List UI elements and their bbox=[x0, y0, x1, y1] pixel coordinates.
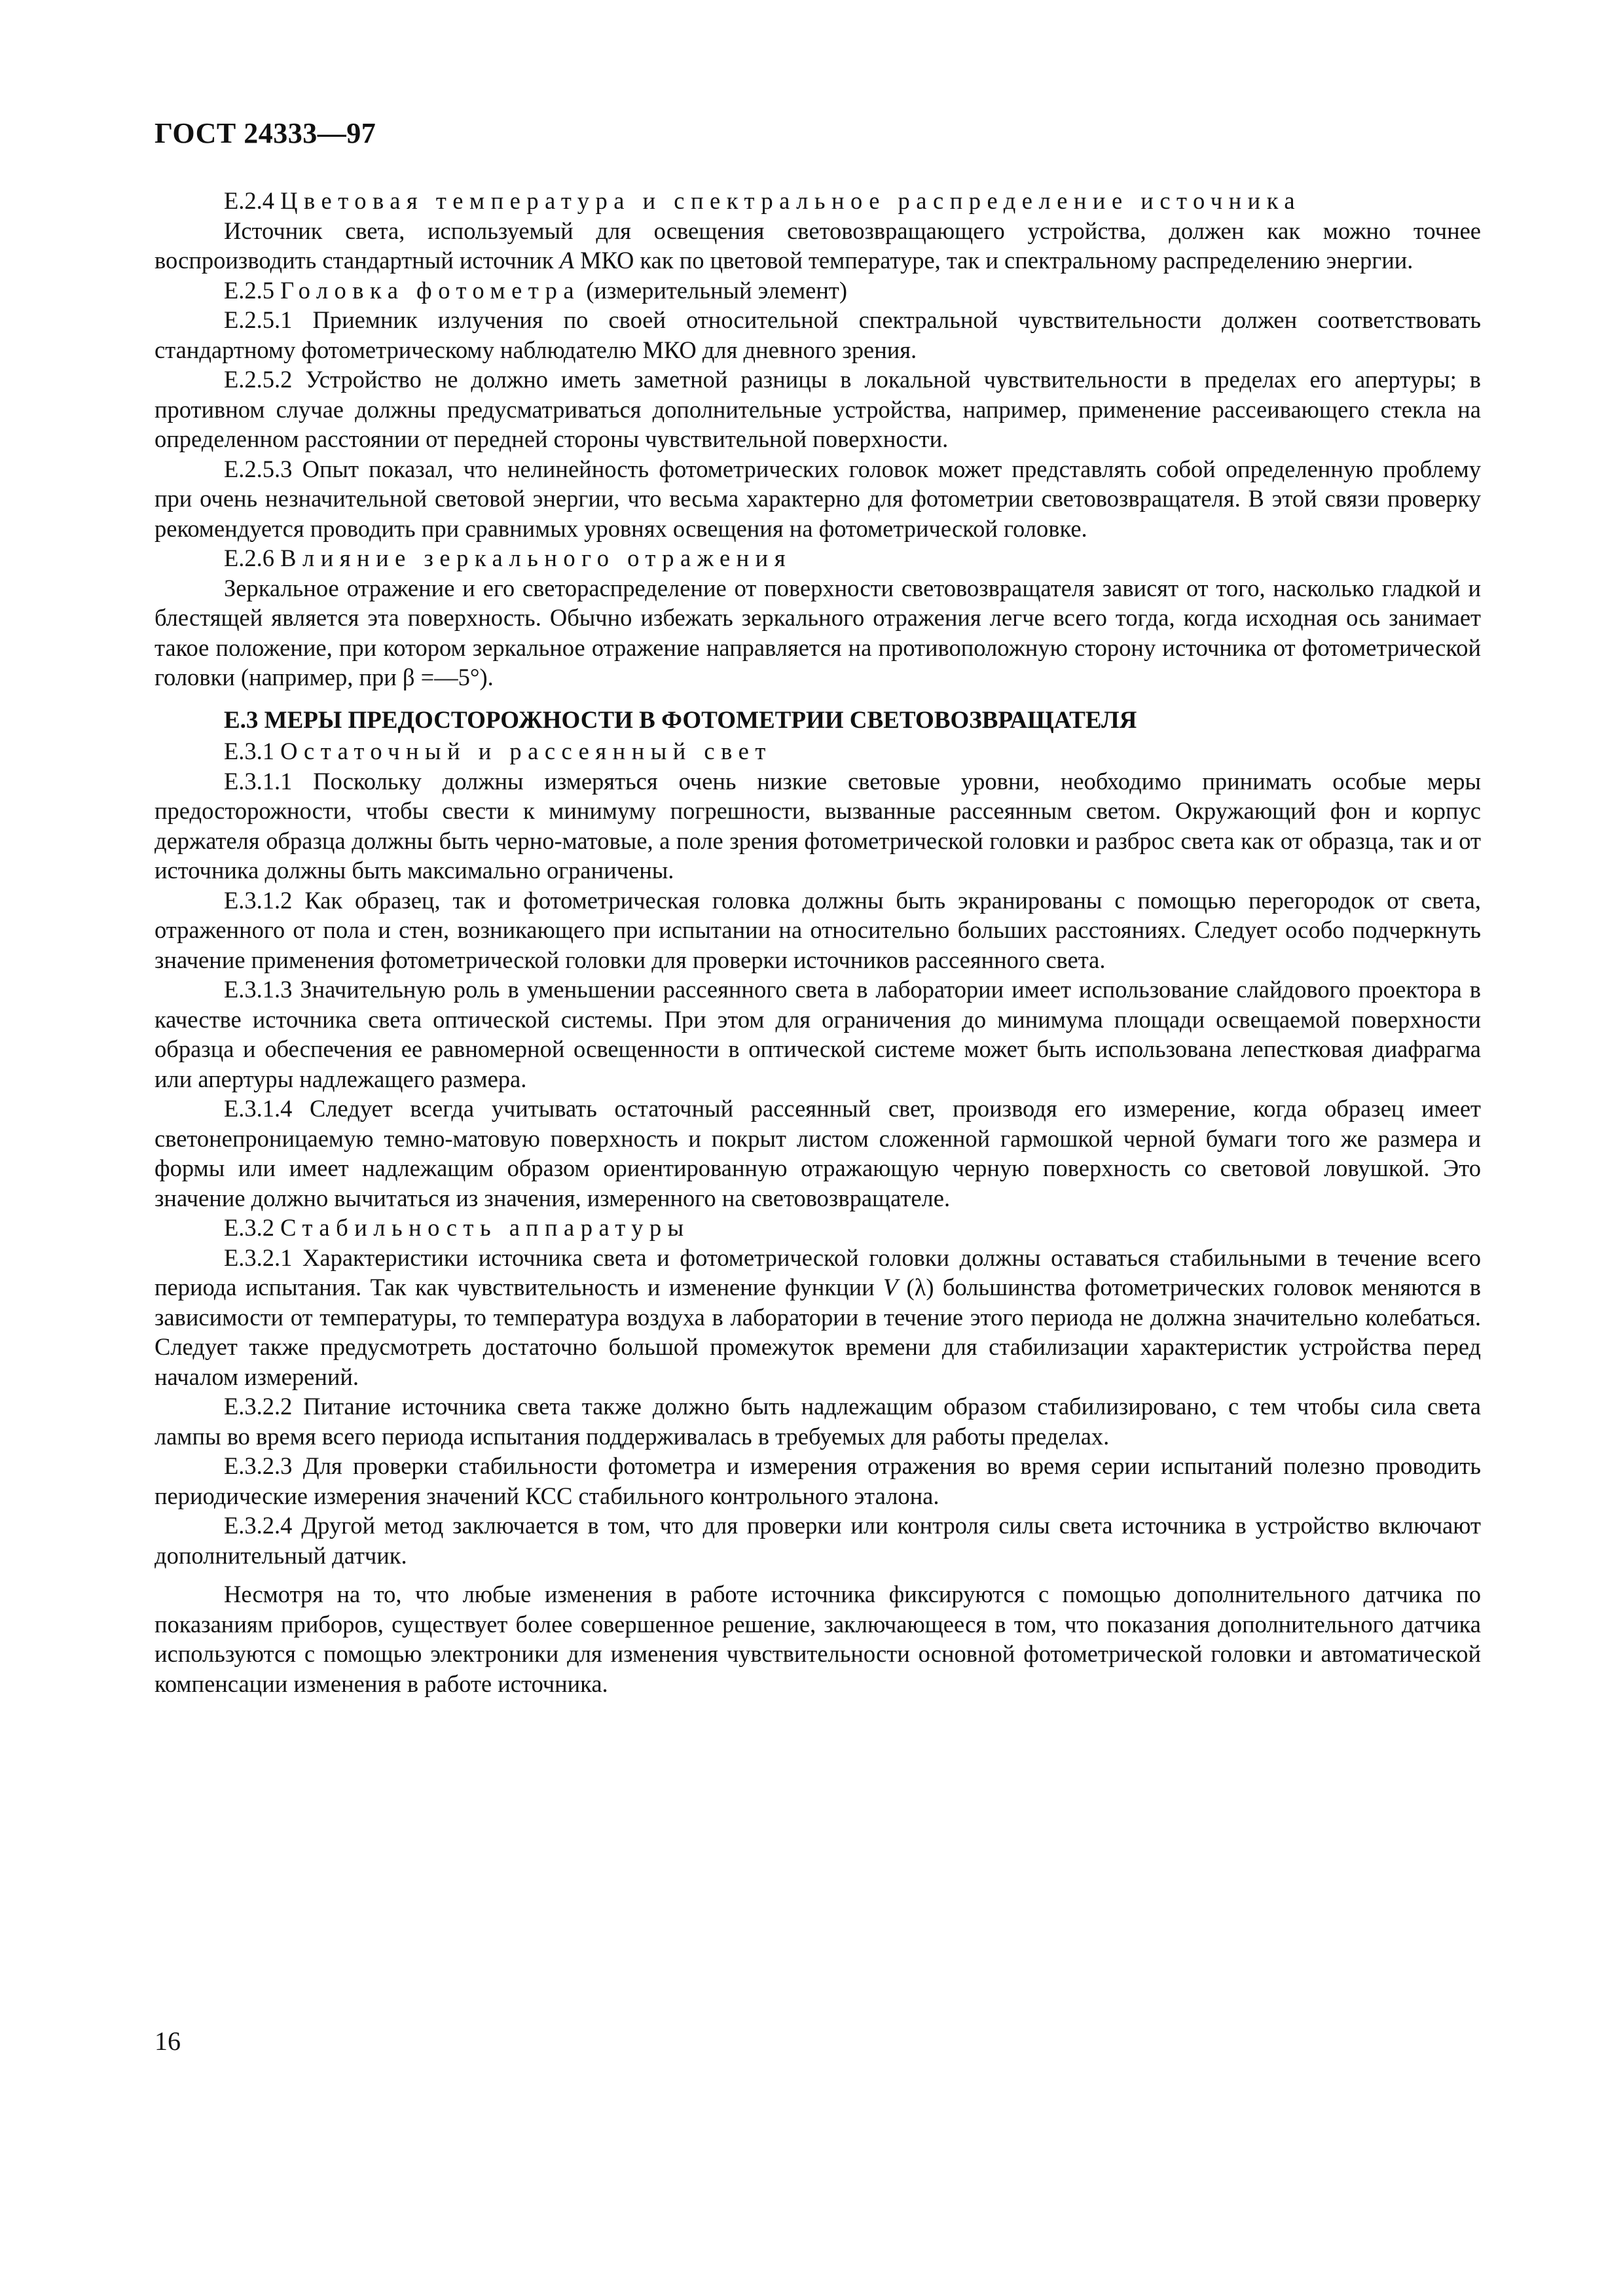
paragraph: Е.3.1.2 Как образец, так и фотометрическая головка должны быть экранированы с помощью перегородок от света, отраженного от пола и стен, возникающего при испытании на относительно больших расстояниях. Следует особо подчеркнуть значение применения фотометрической головки для проверки источников рассеянного света. bbox=[155, 886, 1481, 973]
paragraph: Е.2.5.2 Устройство не должно иметь заметной разницы в локальной чувствительности в пределах его апертуры; в противном случае должны предусматриваться дополнительные устройства, например, применение рассеивающего стекла на определенном расстоянии от передней стороны чувствительной поверхности. bbox=[155, 366, 1481, 452]
subsection-heading bbox=[155, 276, 1481, 306]
subsection-heading bbox=[155, 736, 1481, 766]
paragraph: Е.3.2.4 Другой метод заключается в том, что для проверки или контроля силы света источника в устройство включают дополнительный датчик. bbox=[155, 1512, 1481, 1569]
paragraph: Е.2.5.3 Опыт показал, что нелинейность фотометрических головок может представлять собой определенную проблему при очень незначительной световой энергии, что весьма характерно для фотометрии световозвращателя. В этой связи проверку рекомендуется проводить при сравнимых уровнях освещения на фотометрической головке. bbox=[155, 455, 1481, 542]
paragraph: Источник света, используемый для освещения световозвращающего устройства, должен как можно точнее воспроизводить стандартный источник A МКО как по цветовой температуре, так и спектральному распределению энергии. bbox=[155, 217, 1481, 274]
subsection-heading bbox=[155, 186, 1481, 216]
subsection-title: Стабильность аппаратуры bbox=[280, 1214, 690, 1241]
document-header: ГОСТ 24333—97 bbox=[155, 117, 376, 149]
subsection-heading bbox=[155, 543, 1481, 573]
subsection-title: Цветовая температура и спектральное распределение источника bbox=[280, 187, 1302, 214]
paragraph: Несмотря на то, что любые изменения в работе источника фиксируются с помощью дополнительного датчика по показаниям приборов, существует более совершенное решение, заключающееся в том, что показания дополнительного датчика используются с помощью электроники для изменения чувствительности основной фотометрической головки и автоматической компенсации изменения в работе источника. bbox=[155, 1581, 1481, 1697]
subsection-note: (измерительный элемент) bbox=[586, 276, 848, 304]
subsection-number: Е.3.1 bbox=[224, 738, 275, 764]
subsection-number: Е.3.2 bbox=[224, 1214, 275, 1241]
subsection-number: Е.2.5 bbox=[224, 276, 275, 304]
paragraph: Е.3.2.3 Для проверки стабильности фотометра и измерения отражения во время серии испытаний полезно проводить периодические измерения значений КСС стабильного контрольного эталона. bbox=[155, 1452, 1481, 1509]
paragraph: Е.2.5.1 Приемник излучения по своей относительной спектральной чувствительности должен соответствовать стандартному фотометрическому наблюдателю МКО для дневного зрения. bbox=[155, 306, 1481, 363]
section-heading: Е.3 МЕРЫ ПРЕДОСТОРОЖНОСТИ В ФОТОМЕТРИИ СВЕТОВОЗВРАЩАТЕЛЯ bbox=[224, 706, 1137, 734]
subsection-number: Е.2.4 bbox=[224, 187, 275, 214]
paragraph: Зеркальное отражение и его светораспределение от поверхности световозвращателя зависят от того, насколько гладкой и блестящей является эта поверхность. Обычно избежать зеркального отражения легче всего тогда, когда исходная ось занимает такое положение, при котором зеркальное отражение направляется на противоположную сторону источника от фотометрической головки (например, при β =—5°). bbox=[155, 574, 1481, 691]
document-body bbox=[155, 186, 1481, 1698]
page-number: 16 bbox=[155, 2026, 181, 2056]
paragraph: Е.3.2.2 Питание источника света также должно быть надлежащим образом стабилизировано, с тем чтобы сила света лампы во время всего периода испытания поддерживалась в требуемых для работы пределах. bbox=[155, 1393, 1481, 1450]
subsection-title: Влияние зеркального отражения bbox=[280, 545, 792, 571]
subsection-heading bbox=[155, 1213, 1481, 1243]
subsection-title: Головка фотометра bbox=[280, 276, 581, 304]
paragraph: Е.3.1.4 Следует всегда учитывать остаточный рассеянный свет, производя его измерение, когда образец имеет светонепроницаемую темно-матовую поверхность и покрыт листом сложенной гармошкой черной бумаги того же размера и формы или имеет надлежащим образом ориентированную отражающую черную поверхность со световой ловушкой. Это значение должно вычитаться из значения, измеренного на световозвращателе. bbox=[155, 1095, 1481, 1211]
paragraph: Е.3.2.1 Характеристики источника света и фотометрической головки должны оставаться стабильными в течение всего периода испытания. Так как чувствительность и изменение функции V (λ) большинства фотометрических головок меняются в зависимости от температуры, то температура воздуха в лаборатории в течение этого периода не должна значительно колебаться. Следует также предусмотреть достаточно большой промежуток времени для стабилизации характеристик устройства перед началом измерений. bbox=[155, 1244, 1481, 1390]
paragraph: Е.3.1.3 Значительную роль в уменьшении рассеянного света в лаборатории имеет использование слайдового проектора в качестве источника света оптической системы. При этом для ограничения до минимума площади освещаемой поверхности образца и обеспечения ее равномерной освещенности в оптической системе может быть использована лепестковая диафрагма или апертуры надлежащего размера. bbox=[155, 976, 1481, 1092]
subsection-number: Е.2.6 bbox=[224, 545, 275, 571]
subsection-title: Остаточный и рассеянный свет bbox=[280, 738, 772, 764]
paragraph: Е.3.1.1 Поскольку должны измеряться очень низкие световые уровни, необходимо принимать особые меры предосторожности, чтобы свести к минимуму погрешности, вызванные рассеянным светом. Окружающий фон и корпус держателя образца должны быть черно-матовые, а поле зрения фотометрической головки и разброс света как от образца, так и от источника должны быть максимально ограничены. bbox=[155, 767, 1481, 884]
